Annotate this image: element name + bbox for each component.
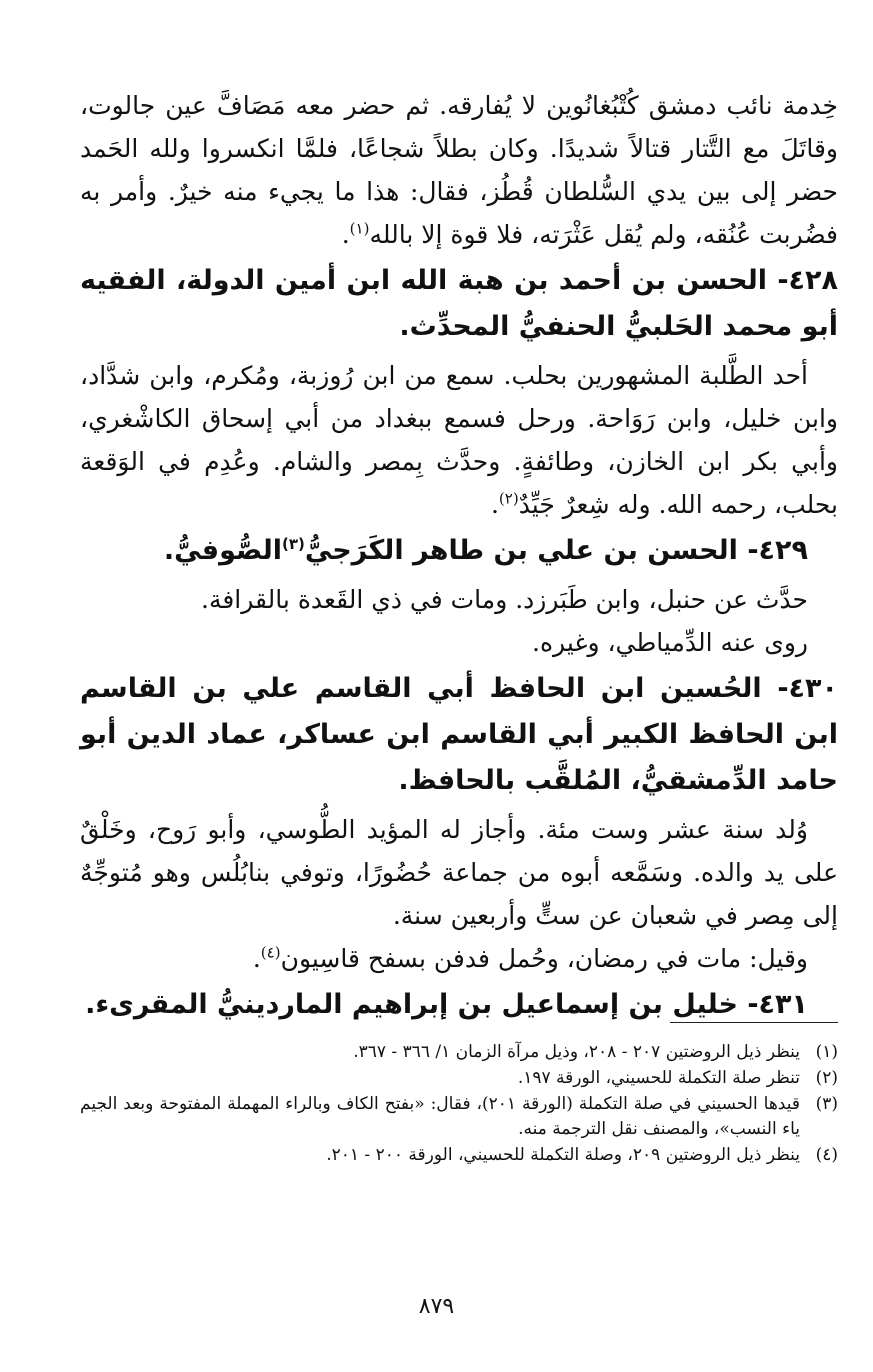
entry-429-paragraph-1: حدَّث عن حنبل، وابن طَبَرزد. ومات في ذي القَعدة بالقرافة. xyxy=(201,585,808,614)
entry-heading-428: ٤٢٨- الحسن بن أحمد بن هبة الله ابن أمين الدولة، الفقيه أبو محمد الحَلبيُّ الحنفيُّ المحدِّث. xyxy=(80,265,838,342)
footnote-divider xyxy=(670,1022,838,1023)
page-body xyxy=(80,84,838,1032)
footnote-ref-2: (٢) xyxy=(498,489,519,508)
footnote-ref-1: (١) xyxy=(349,219,370,238)
footnote xyxy=(80,1143,838,1168)
entry-heading-429 xyxy=(80,528,838,574)
footnote-text: ينظر ذيل الروضتين ٢٠٧ - ٢٠٨، وذيل مرآة الزمان ١/ ٣٦٦ - ٣٦٧. xyxy=(353,1042,800,1062)
entry-430-paragraph-1: وُلد سنة عشر وست مئة. وأجاز له المؤيد الطُّوسي، وأبو رَوح، وخَلْقٌ على يد والده. وسَمَّعه أبوه من جماعة حُضُورًا، وتوفي بنابُلُس وهو مُتوجِّهٌ إلى مِصر في شعبان عن ستٍّ وأربعين سنة. xyxy=(80,815,838,930)
footnote-text: تنظر صلة التكملة للحسيني، الورقة ١٩٧. xyxy=(517,1068,800,1088)
footnote-text: قيدها الحسيني في صلة التكملة (الورقة ٢٠١)، فقال: «بفتح الكاف وبالراء المهملة المفتوحة وبعد الجيم ياء النسب»، والمصنف نقل الترجمة منه. xyxy=(80,1094,800,1139)
entry-428-end: . xyxy=(490,490,499,519)
intro-end: . xyxy=(341,220,350,249)
footnote-number: (١) xyxy=(815,1042,838,1062)
footnote xyxy=(80,1066,838,1091)
footnote-number: (٣) xyxy=(815,1094,838,1114)
entry-429-paragraph-2: روى عنه الدِّمياطي، وغيره. xyxy=(532,628,808,657)
footnotes xyxy=(80,1040,838,1169)
footnote xyxy=(80,1092,838,1142)
footnote-ref-3: (٣) xyxy=(282,535,305,553)
intro-text: خِدمة نائب دمشق كُتْبُغانُوين لا يُفارقه. ثم حضر معه مَصَافَّ عين جالوت، وقاتَلَ مع التَّتار قتالاً شديدًا. وكان بطلاً شجاعًا، فلمَّا انكسروا ولله الحَمد حضر إلى بين يدي السُّلطان قُطُز، فقال: هذا ما يجيء منه خيرٌ. وأمر به فضُربت عُنُقه، ولم يُقل عَثْرَته، فلا قوة إلا بالله xyxy=(80,91,838,249)
entry-428-text: أحد الطَّلبة المشهورين بحلب. سمع من ابن رُوزبة، ومُكرم، وابن شدَّاد، وابن خليل، وابن رَوَاحة. ورحل فسمع ببغداد من أبي إسحاق الكاشْغري، وأبي بكر ابن الخازن، وطائفةٍ. وحدَّث بِمصر والشام. وعُدِم في الوَقعة بحلب، رحمه الله. وله شِعرٌ جَيِّدٌ xyxy=(80,361,838,519)
footnote-ref-4: (٤) xyxy=(260,943,281,962)
footnote-number: (٢) xyxy=(815,1068,838,1088)
entry-429-name: ٤٢٩- الحسن بن علي بن طاهر الكَرَجيُّ xyxy=(304,535,808,566)
entry-430-paragraph-2 xyxy=(80,937,838,980)
footnote-text: ينظر ذيل الروضتين ٢٠٩، وصلة التكملة للحسيني، الورقة ٢٠٠ - ٢٠١. xyxy=(326,1145,800,1165)
entry-429-nisba: الصُّوفيُّ. xyxy=(163,535,283,566)
entry-428-paragraph xyxy=(80,354,838,526)
page-number: ٨٧٩ xyxy=(418,1294,455,1319)
footnote-number: (٤) xyxy=(815,1145,838,1165)
entry-heading-431: ٤٣١- خليل بن إسماعيل بن إبراهيم الماردينيُّ المقرىء. xyxy=(85,989,808,1020)
entry-430-text-2: وقيل: مات في رمضان، وحُمل فدفن بسفح قاسِيون xyxy=(280,944,808,973)
entry-430-end: . xyxy=(252,944,261,973)
intro-paragraph xyxy=(80,84,838,256)
entry-heading-430: ٤٣٠- الحُسين ابن الحافظ أبي القاسم علي بن القاسم ابن الحافظ الكبير أبي القاسم ابن عساكر، عماد الدين أبو حامد الدِّمشقيُّ، المُلقَّب بالحافظ. xyxy=(80,673,838,796)
footnote xyxy=(80,1040,838,1065)
